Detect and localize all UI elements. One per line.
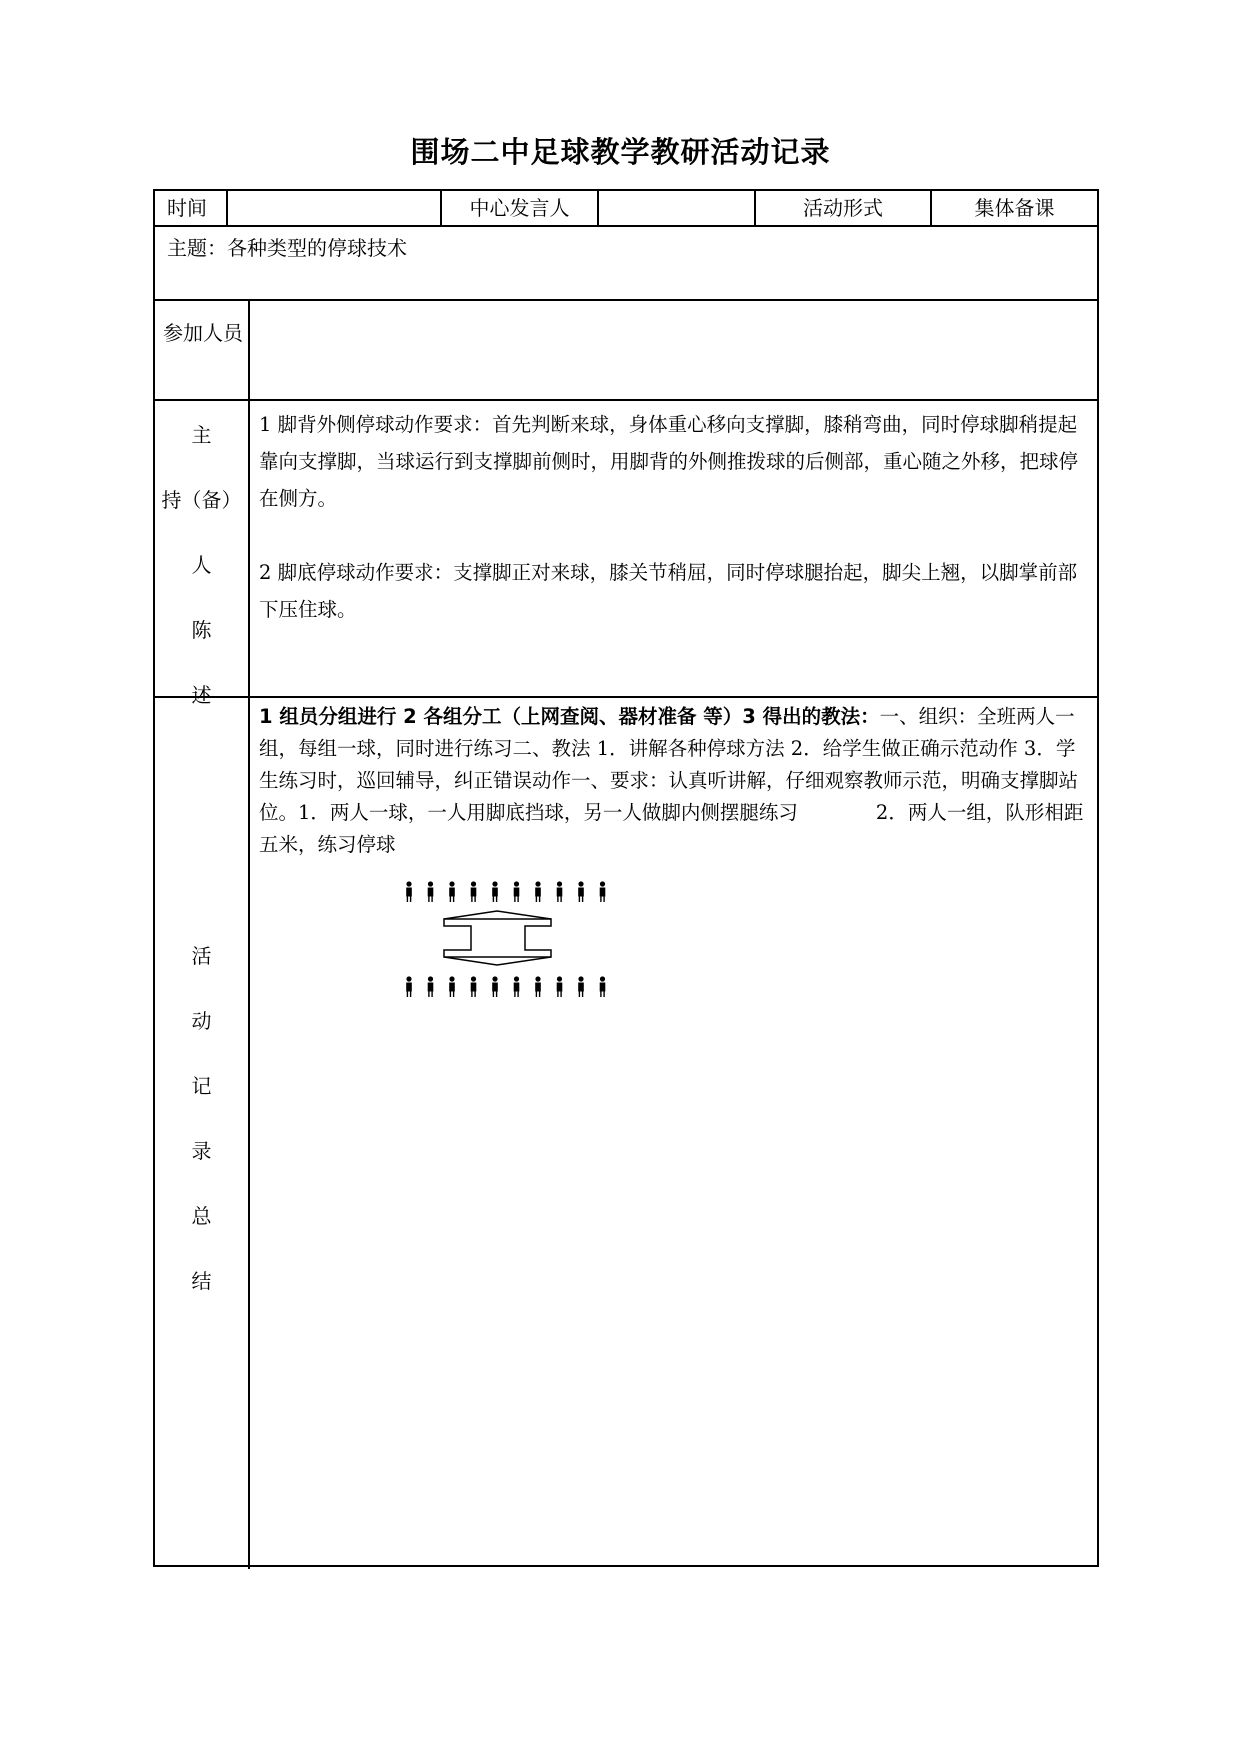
player-icon — [492, 976, 498, 997]
row-divider — [155, 225, 1097, 227]
player-icon — [406, 976, 412, 997]
summary-lead: 1 组员分组进行 2 各组分工（上网查阅、器材准备 等）3 得出的教法： — [259, 705, 880, 728]
player-icon — [557, 976, 563, 997]
speaker-label: 中心发言人 — [469, 196, 570, 220]
col-divider — [597, 191, 599, 225]
col-divider — [248, 299, 250, 1569]
player-icon — [428, 881, 434, 902]
player-icon — [535, 976, 541, 997]
participants-label: 参加人员 — [163, 321, 243, 345]
player-icon — [514, 976, 520, 997]
activity-summary — [259, 701, 1091, 1521]
player-icon — [471, 976, 477, 997]
player-icon — [600, 976, 606, 997]
player-icon — [471, 881, 477, 902]
time-label: 时间 — [167, 196, 207, 220]
row-divider — [155, 399, 1097, 401]
player-icon — [514, 881, 520, 902]
double-arrow-icon — [444, 911, 551, 965]
formation-diagram — [399, 879, 639, 1009]
record-table — [153, 189, 1099, 1567]
player-icon — [578, 881, 584, 902]
player-icon — [449, 881, 455, 902]
activity-summary-label: 活 动 记 录 总 结 — [191, 944, 212, 1293]
player-icon — [557, 881, 563, 902]
row-divider — [155, 696, 1097, 698]
host-statement-label: 主 持（备） 人 陈 述 — [161, 423, 242, 707]
player-icon — [492, 881, 498, 902]
player-icon — [428, 976, 434, 997]
activity-form-value: 集体备课 — [974, 196, 1055, 220]
player-row-top — [406, 881, 605, 902]
document-title: 围场二中足球教学教研活动记录 — [410, 135, 831, 169]
player-icon — [535, 881, 541, 902]
host-statement-para-2: 2 脚底停球动作要求：支撑脚正对来球，膝关节稍屈，同时停球腿抬起，脚尖上翘，以脚掌前部下压住球。 — [259, 561, 1078, 621]
summary-body: 一、组织：全班两人一组，每组一球，同时进行练习二、教法 1．讲解各种停球方法 2．给学生做正确示范动作 3．学生练习时，巡回辅导，纠正错误动作一、要求：认真听讲解，仔细观察教师示范，明确支撑脚站位。1．两人一球，一人用脚底挡球，另一人做脚内侧摆腿练习 2．两人一组，队形相距五米，练习停球 — [259, 705, 1084, 856]
host-statement-para-1: 1 脚背外侧停球动作要求：首先判断来球，身体重心移向支撑脚，膝稍弯曲，同时停球脚稍提起靠向支撑脚，当球运行到支撑脚前侧时，用脚背的外侧推拨球的后侧部，重心随之外移，把球停在侧方。 — [259, 413, 1079, 510]
player-icon — [406, 881, 412, 902]
topic-text: 主题：各种类型的停球技术 — [167, 236, 407, 260]
player-icon — [578, 976, 584, 997]
player-icon — [600, 881, 606, 902]
player-row-bottom — [406, 976, 605, 997]
activity-form-label: 活动形式 — [803, 196, 883, 220]
player-icon — [449, 976, 455, 997]
row-divider — [155, 299, 1097, 301]
